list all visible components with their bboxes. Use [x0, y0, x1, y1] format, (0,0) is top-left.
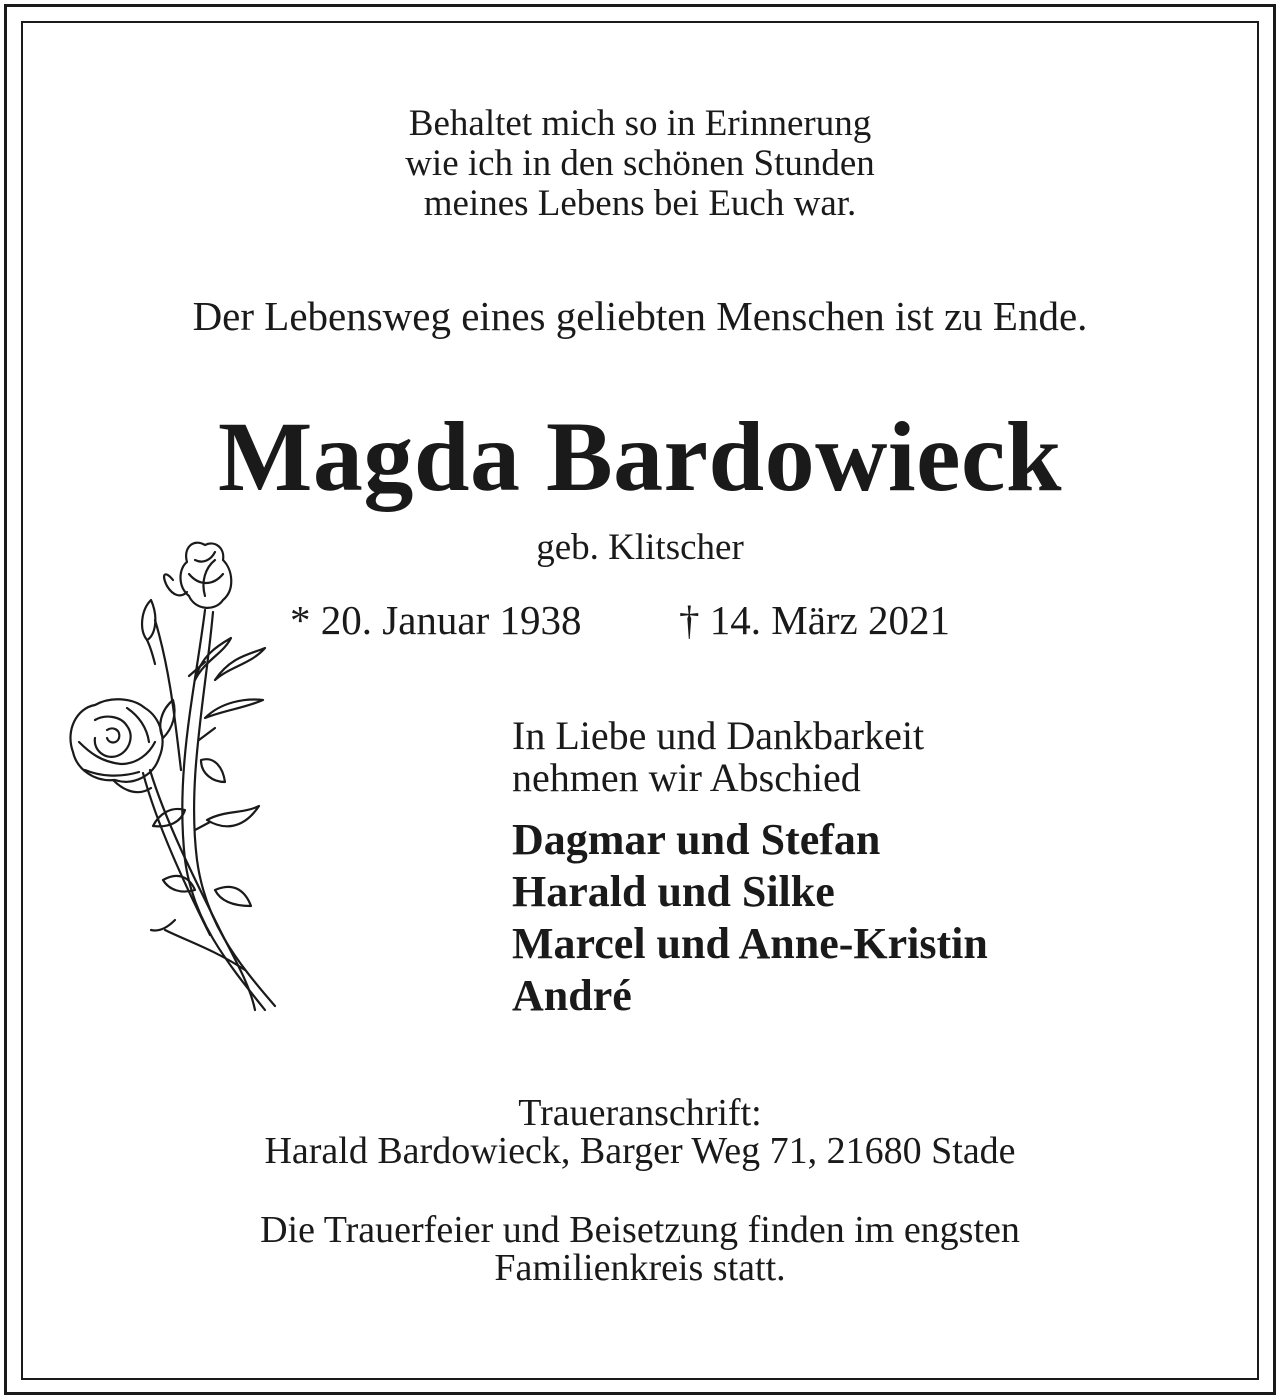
ceremony-line: Familienkreis statt. — [494, 1247, 786, 1289]
birth-date: * 20. Januar 1938 — [290, 597, 582, 643]
farewell-line: nehmen wir Abschied — [512, 755, 861, 800]
rose-drawing-icon — [55, 530, 295, 1020]
mourner-name: Harald und Silke — [512, 867, 835, 916]
lead-text: Der Lebensweg eines geliebten Menschen ist zu Ende. — [192, 293, 1088, 339]
mourner-name: Marcel und Anne-Kristin — [512, 919, 988, 968]
poem-line: wie ich in den schönen Stunden — [405, 143, 875, 184]
ceremony-line: Die Trauerfeier und Beisetzung finden im engsten — [260, 1209, 1020, 1251]
deceased-name: Magda Bardowieck — [217, 401, 1063, 512]
mourners-list — [512, 814, 988, 1022]
poem-line: meines Lebens bei Euch war. — [423, 183, 857, 224]
address-line: Harald Bardowieck, Barger Weg 71, 21680 Stade — [264, 1130, 1016, 1172]
farewell-line: In Liebe und Dankbarkeit — [512, 713, 925, 758]
ceremony-note — [0, 1211, 1280, 1287]
poem — [0, 104, 1280, 224]
address-line: Traueranschrift: — [518, 1092, 762, 1134]
death-date: † 14. März 2021 — [679, 597, 951, 643]
maiden-name: geb. Klitscher — [536, 527, 744, 568]
mourning-address — [0, 1094, 1280, 1170]
mourner-name: Dagmar und Stefan — [512, 815, 881, 864]
mourner-name: André — [512, 971, 632, 1020]
poem-line: Behaltet mich so in Erinnerung — [408, 103, 872, 144]
farewell-text — [512, 715, 924, 799]
